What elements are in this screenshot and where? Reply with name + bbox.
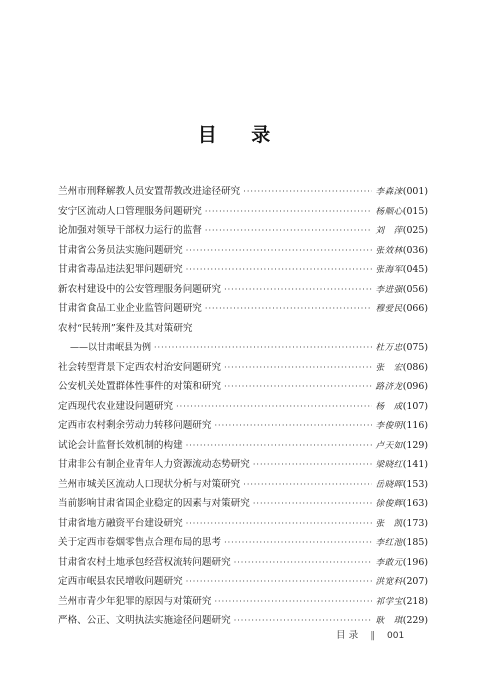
toc-entry-author: 路济龙 [375, 382, 403, 392]
toc-entry-author: 徐俊辉 [375, 499, 403, 509]
toc-entry-author: 洪宽科 [375, 577, 403, 587]
toc-entry-page: (196) [402, 556, 428, 568]
table-of-contents [58, 182, 428, 631]
toc-entry[interactable] [58, 280, 428, 300]
toc-entry-page: (218) [402, 595, 428, 607]
toc-entry[interactable] [58, 572, 428, 592]
toc-entry[interactable] [58, 397, 428, 417]
toc-entry[interactable] [58, 514, 428, 534]
toc-entry[interactable] [58, 494, 428, 514]
dot-leader [186, 260, 373, 280]
toc-entry-author: 杨 成 [375, 401, 403, 412]
toc-entry-title: 甘肃省地方融资平台建设研究 [58, 517, 183, 529]
toc-entry[interactable] [58, 592, 428, 612]
toc-entry-title: 兰州市刑释解教人员安置帮教改进途径研究 [58, 186, 241, 197]
toc-entry-page: (056) [402, 283, 428, 295]
toc-entry-title: 当前影响甘肃省国企业稳定的因素与对策研究 [58, 498, 250, 509]
dot-leader [253, 494, 373, 514]
toc-entry-page: (163) [402, 498, 428, 509]
toc-entry-author: 李进强 [375, 284, 403, 295]
toc-entry-page: (066) [402, 303, 428, 314]
page-title: 目 录 [197, 124, 285, 146]
toc-entry[interactable] [58, 455, 428, 475]
toc-entry[interactable] [58, 182, 428, 202]
toc-entry-author: 耿 琪 [375, 616, 403, 626]
toc-entry-author: 杨顺心 [375, 206, 403, 217]
toc-entry-page: (036) [402, 244, 428, 256]
toc-entry-page: (045) [402, 264, 428, 275]
toc-entry[interactable] [58, 533, 428, 553]
toc-entry[interactable] [58, 553, 428, 573]
dot-leader [224, 358, 372, 378]
toc-entry-title: 农村“民转刑”案件及其对策研究 [58, 322, 193, 334]
toc-entry-page: (153) [402, 478, 428, 490]
toc-entry-author: 刘 萍 [375, 226, 403, 236]
dot-leader [186, 572, 373, 592]
dot-leader [224, 533, 372, 553]
toc-entry[interactable] [58, 416, 428, 436]
dot-leader [186, 241, 373, 261]
toc-entry-page: (015) [402, 205, 428, 217]
toc-entry-title: 甘肃省毒品违法犯罪问题研究 [58, 264, 183, 275]
toc-entry-title: 定西市岷县农民增收问题研究 [58, 576, 183, 587]
toc-entry-title: 试论会计监督长效机制的构建 [58, 439, 183, 451]
toc-entry[interactable] [58, 221, 428, 241]
toc-entry-page: (229) [402, 615, 428, 626]
toc-entry-page: (025) [402, 225, 428, 236]
toc-entry-page: (116) [402, 420, 428, 431]
toc-entry[interactable] [58, 358, 428, 378]
toc-entry-title: 甘肃非公有制企业青年人力资源流动态势研究 [58, 459, 250, 470]
dot-leader [215, 592, 373, 612]
toc-entry[interactable] [58, 241, 428, 261]
dot-leader [243, 182, 372, 202]
toc-entry-page: (096) [402, 381, 428, 392]
toc-entry[interactable] [58, 299, 428, 319]
dot-leader [176, 397, 372, 417]
toc-entry-title: 新农村建设中的公安管理服务问题研究 [58, 283, 222, 295]
dot-leader [253, 455, 373, 475]
toc-entry-page: (185) [402, 537, 428, 548]
toc-entry-title: 社会转型背景下定西农村治安问题研究 [58, 361, 222, 373]
page-footer [336, 627, 404, 641]
toc-entry-author: 李森涞 [375, 187, 403, 197]
dot-leader [186, 436, 373, 456]
dot-leader [224, 377, 372, 397]
toc-entry-page: (141) [402, 459, 428, 470]
toc-entry-author: 梁晓红 [375, 460, 403, 470]
footer-separator: ‖ [370, 630, 376, 641]
toc-entry-title: ——以甘肃岷县为例 [70, 343, 152, 353]
toc-entry[interactable] [58, 319, 428, 339]
toc-entry-title: 兰州市城关区流动人口现状分析与对策研究 [58, 478, 241, 490]
toc-entry[interactable] [58, 475, 428, 495]
toc-entry-title: 公安机关处置群体性事件的对策和研究 [58, 381, 222, 392]
dot-leader [205, 202, 373, 222]
toc-entry-author: 卢天如 [375, 440, 403, 451]
toc-entry-author: 祁学宝 [375, 596, 403, 607]
toc-entry-title: 论加强对领导干部权力运行的监督 [58, 225, 202, 236]
toc-entry[interactable] [58, 338, 428, 358]
toc-entry-author: 张海军 [375, 265, 403, 275]
footer-page-number: 001 [387, 631, 405, 641]
dot-leader [154, 338, 372, 358]
toc-entry[interactable] [58, 260, 428, 280]
toc-entry[interactable] [58, 202, 428, 222]
toc-entry-title: 严格、公正、文明执法实施途径问题研究 [58, 615, 231, 626]
toc-entry-author: 李敢元 [375, 557, 403, 568]
dot-leader [186, 514, 373, 534]
toc-entry-author: 穆爱民 [375, 304, 403, 314]
dot-leader [205, 299, 373, 319]
toc-entry[interactable] [58, 436, 428, 456]
toc-entry-author: 李红池 [375, 538, 403, 548]
toc-entry-page: (075) [402, 342, 428, 353]
toc-entry-title: 甘肃省农村土地承包经营权流转问题研究 [58, 556, 231, 568]
dot-leader [205, 221, 373, 241]
toc-entry-page: (207) [402, 576, 428, 587]
toc-entry-page: (086) [402, 361, 428, 373]
toc-entry-title: 定西现代农业建设问题研究 [58, 400, 174, 412]
toc-entry-page: (173) [402, 517, 428, 529]
toc-entry-title: 安宁区流动人口管理服务问题研究 [58, 205, 202, 217]
toc-entry-title: 甘肃省公务员法实施问题研究 [58, 244, 183, 256]
toc-entry-title: 关于定西市卷烟零售点合理布局的思考 [58, 537, 222, 548]
toc-entry-author: 张效林 [375, 245, 403, 256]
toc-entry-author: 岳晓晖 [375, 479, 403, 490]
dot-leader [243, 475, 372, 495]
dot-leader [224, 280, 372, 300]
toc-entry-page: (129) [402, 439, 428, 451]
toc-entry[interactable] [58, 377, 428, 397]
toc-entry-title: 定西市农村剩余劳动力转移问题研究 [58, 420, 212, 431]
toc-entry-title: 兰州市青少年犯罪的原因与对策研究 [58, 595, 212, 607]
toc-entry-author: 杜万忠 [375, 343, 403, 353]
toc-entry-author: 张 凯 [375, 518, 403, 529]
toc-entry-page: (107) [402, 400, 428, 412]
dot-leader [215, 416, 373, 436]
toc-entry-author: 张 宏 [375, 362, 403, 373]
footer-label: 目 录 [336, 630, 359, 641]
dot-leader [234, 553, 373, 573]
toc-entry-title: 甘肃省食品工业企业监管问题研究 [58, 303, 202, 314]
toc-entry-page: (001) [402, 186, 428, 197]
toc-entry-author: 李俊明 [375, 421, 403, 431]
